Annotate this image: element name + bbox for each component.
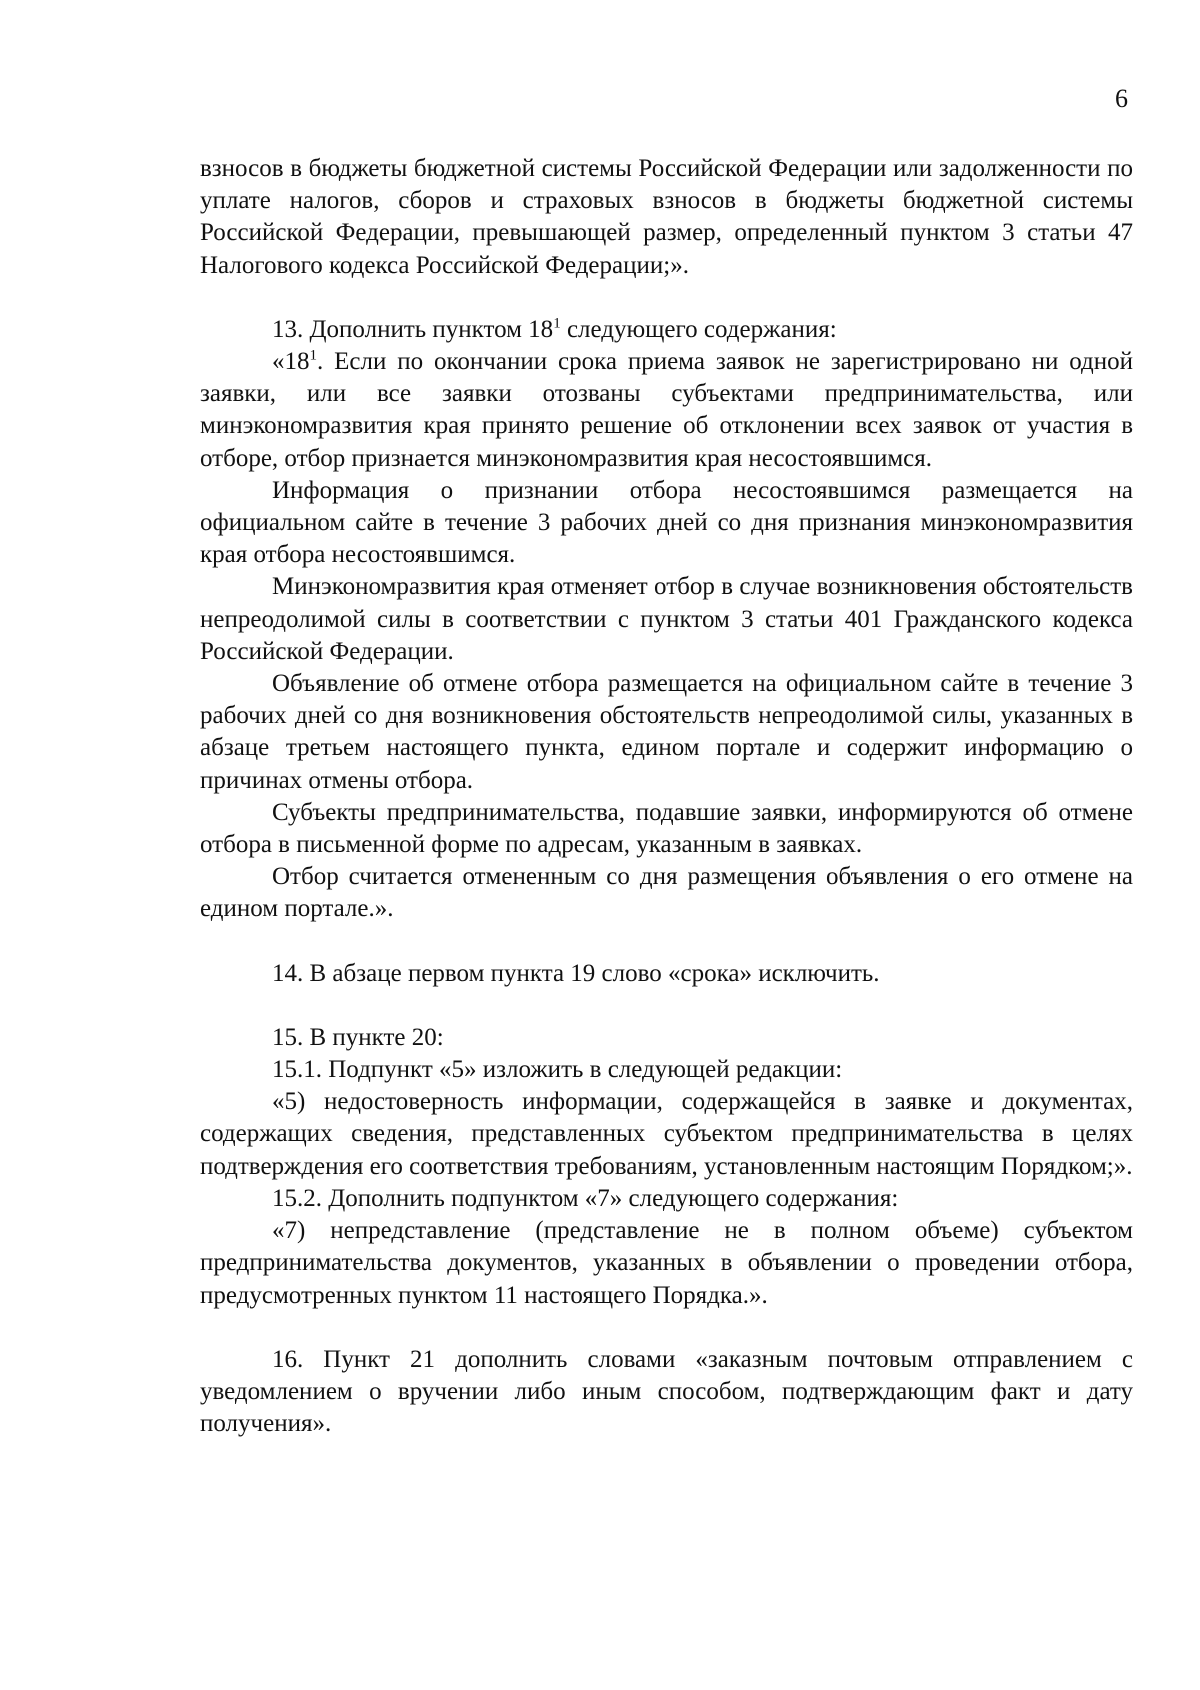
paragraph-notify-applicants: Субъекты предпринимательства, подавшие заявки, информируются об отмене отбора в письменной форме по адресам, указанным в заявках. [200, 798, 1133, 859]
paragraph-14: 14. В абзаце первом пункта 19 слово «срока» исключить. [272, 959, 880, 987]
paragraph-18-1: «$18^1$. Если по окончании срока приема заявок не зарегистрировано ни одной заявки, или все заявки отозваны субъектами предпринимательства, или минэкономразвития края принято решение об отклонении всех заявок от участия в отборе, отбор признается минэкономразвития края несостоявшимся. [200, 347, 1133, 472]
page-number: 6 [1115, 84, 1128, 113]
paragraph-15-2-text: «7) непредставление (представление не в полном объеме) субъектом предпринимательства документов, указанных в объявлении о проведении отбора, предусмотренных пунктом 11 настоящего Порядка.». [200, 1217, 1133, 1309]
paragraph-cancel-announcement: Объявление об отмене отбора размещается на официальном сайте в течение 3 рабочих дней со дня возникновения обстоятельств непреодолимой силы, указанных в абзаце третьем настоящего пункта, едином портале и содержит информацию о причинах отмены отбора. [200, 670, 1133, 794]
paragraph-15-2: 15.2. Дополнить подпунктом «7» следующего содержания: [272, 1184, 899, 1212]
paragraph-16: 16. Пункт 21 дополнить словами «заказным почтовым отправлением с уведомлением о вручении либо иным способом, подтверждающим факт и дату получения». [200, 1345, 1133, 1438]
paragraph-15-1: 15.1. Подпункт «5» изложить в следующей редакции: [272, 1056, 843, 1084]
paragraph-cancel-date: Отбор считается отмененным со дня размещения объявления о его отмене на едином портале.». [200, 863, 1133, 923]
paragraph-15-1-text: «5) недостоверность информации, содержащейся в заявке и документах, содержащих сведения, представленных субъектом предпринимательства в целях подтверждения его соответствия требованиям, установленным настоящим Порядком;». [200, 1088, 1133, 1180]
superscript: 1 [553, 315, 561, 332]
superscript: 1 [309, 347, 317, 364]
paragraph-15: 15. В пункте 20: [272, 1023, 444, 1051]
document-body [200, 153, 1133, 1440]
paragraph-13: 13. Дополнить пунктом $18^1$ следующего содержания: [272, 315, 837, 343]
paragraph-info-publication: Информация о признании отбора несостоявшимся размещается на официальном сайте в течение 3 рабочих дней со дня признания минэкономразвития края отбора несостоявшимся. [200, 476, 1133, 569]
paragraph-continuation: взносов в бюджеты бюджетной системы Российской Федерации или задолженности по уплате налогов, сборов и страховых взносов в бюджеты бюджетной системы Российской Федерации, превышающей размер, определенный пунктом 3 статьи 47 Налогового кодекса Российской Федерации;». [200, 155, 1133, 279]
paragraph-cancel-force-majeure: Минэкономразвития края отменяет отбор в случае возникновения обстоятельств непреодолимой силы в соответствии с пунктом 3 статьи 401 Гражданского кодекса Российской Федерации. [200, 573, 1133, 665]
